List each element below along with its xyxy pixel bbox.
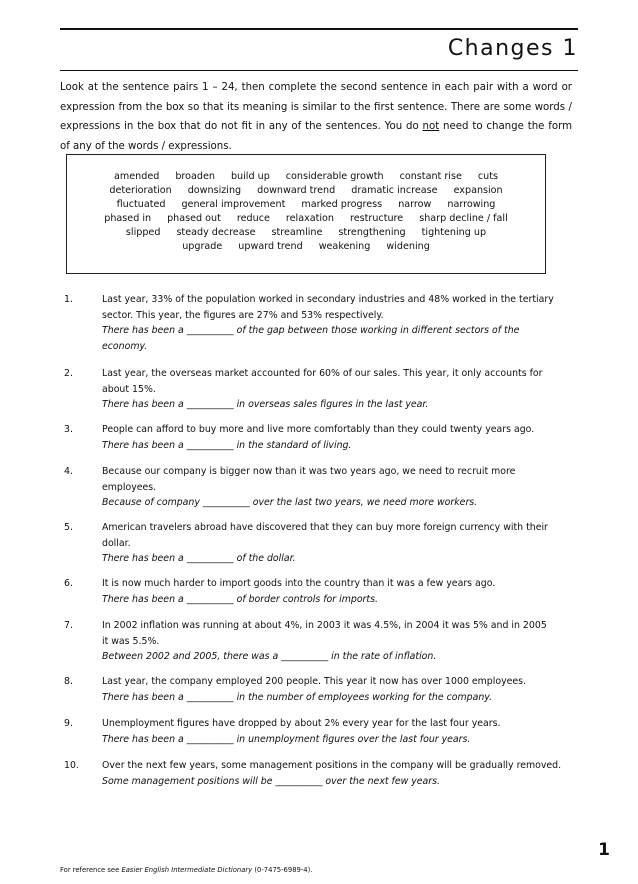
word-box-item: deterioration xyxy=(109,185,172,196)
question-sentence-line: Unemployment figures have dropped by about 2% every year for the last four years. xyxy=(102,718,501,729)
answer-sentence-line: There has been a __________ in the number of employees working for the company. xyxy=(102,691,493,703)
question-sentence-line: sector. This year, the figures are 27% and 53% respectively. xyxy=(102,309,384,321)
word-box xyxy=(66,154,546,274)
word-box-item: amended xyxy=(114,171,160,182)
page-title: Changes 1 xyxy=(447,36,578,61)
question-body xyxy=(102,520,576,567)
question-number: 3. xyxy=(64,424,73,435)
question-sentence-line: it was 5.5%. xyxy=(102,635,160,647)
word-box-item: sharp decline / fall xyxy=(419,213,508,224)
question-number: 10. xyxy=(64,760,79,771)
answer-sentence-line: There has been a __________ of the dollar. xyxy=(102,553,296,564)
question-sentence-line: People can afford to buy more and live more comfortably than they could twenty years ago. xyxy=(102,424,535,435)
word-box-row xyxy=(67,199,545,210)
question-sentence-line: American travelers abroad have discovered that they can buy more foreign currency with their xyxy=(102,522,548,533)
title-rule xyxy=(60,70,578,71)
question-sentence-line: Last year, 33% of the population worked in secondary industries and 48% worked in the tertiary xyxy=(102,294,554,305)
word-box-item: upgrade xyxy=(182,241,223,252)
word-box-item: marked progress xyxy=(301,199,383,210)
word-box-row xyxy=(67,213,545,224)
word-box-item: slipped xyxy=(125,227,161,238)
word-box-item: weakening xyxy=(318,241,371,252)
question-body xyxy=(102,422,576,453)
word-box-item: expansion xyxy=(453,185,503,196)
word-box-item: general improvement xyxy=(181,199,286,210)
word-box-item: fluctuated xyxy=(116,199,166,210)
word-box-item: constant rise xyxy=(399,171,462,182)
word-box-item: phased in xyxy=(104,213,152,224)
word-box-row xyxy=(67,227,545,238)
word-box-item: widening xyxy=(386,241,430,252)
word-box-item: strengthening xyxy=(338,227,406,238)
answer-sentence-line: There has been a __________ of border controls for imports. xyxy=(102,593,378,605)
question-number: 7. xyxy=(64,620,73,631)
word-box-item: considerable growth xyxy=(285,171,384,182)
word-box-item: relaxation xyxy=(285,213,335,224)
question-sentence-line: Last year, the company employed 200 people. This year it now has over 1000 employees. xyxy=(102,676,527,687)
answer-sentence-line: Because of company __________ over the last two years, we need more workers. xyxy=(102,497,478,508)
answer-sentence-line: There has been a __________ in unemployment figures over the last four years. xyxy=(102,733,471,745)
question-body xyxy=(102,576,576,607)
word-box-item: narrow xyxy=(398,199,432,210)
question-body xyxy=(102,366,576,413)
question-sentence-line: Last year, the overseas market accounted for 60% of our sales. This year, it only accounts for xyxy=(102,368,543,379)
word-box-item: upward trend xyxy=(238,241,303,252)
word-box-item: restructure xyxy=(350,213,404,224)
question-body xyxy=(102,618,576,665)
instructions-text-end: need to change the form of any of the words / expressions. xyxy=(60,121,572,152)
footer-suffix: (0-7475-6989-4). xyxy=(252,866,313,874)
word-box-item: phased out xyxy=(167,213,221,224)
question-number: 6. xyxy=(64,578,73,589)
answer-sentence-line: There has been a __________ in the standard of living. xyxy=(102,439,352,451)
word-box-row xyxy=(67,171,545,182)
word-box-row xyxy=(67,241,545,252)
word-box-item: downsizing xyxy=(187,185,242,196)
question-number: 4. xyxy=(64,466,73,477)
answer-sentence-line: Some management positions will be __________ over the next few years. xyxy=(102,775,441,787)
word-box-item: streamline xyxy=(271,227,323,238)
word-box-item: tightening up xyxy=(421,227,487,238)
word-box-item: downward trend xyxy=(257,185,336,196)
question-sentence-line: employees. xyxy=(102,481,157,493)
instructions xyxy=(60,78,572,156)
question-number: 9. xyxy=(64,718,73,729)
word-box-item: build up xyxy=(230,171,270,182)
question-sentence-line: dollar. xyxy=(102,537,131,549)
footer-reference xyxy=(60,866,312,874)
instructions-text: Look at the sentence pairs 1 – 24, then complete the second sentence in each pair with a word or expression from the box so that its meaning is similar to the first sentence. There are some words / expressions in the box that do not fit in any of the sentences. You do xyxy=(60,82,572,132)
question-sentence-line: Over the next few years, some management positions in the company will be gradually removed. xyxy=(102,760,562,771)
answer-sentence-line: There has been a __________ in overseas sales figures in the last year. xyxy=(102,399,429,410)
question-body xyxy=(102,464,576,511)
word-box-item: narrowing xyxy=(447,199,496,210)
question-sentence-line: about 15%. xyxy=(102,383,156,395)
page-number: 1 xyxy=(598,840,610,860)
question-body xyxy=(102,758,576,789)
question-number: 2. xyxy=(64,368,73,379)
word-box-item: steady decrease xyxy=(176,227,256,238)
question-body xyxy=(102,674,576,705)
question-body xyxy=(102,716,576,747)
top-rule xyxy=(60,28,578,30)
instructions-emphasis: not xyxy=(422,121,440,132)
footer-prefix: For reference see xyxy=(60,866,122,874)
answer-sentence-line: Between 2002 and 2005, there was a __________ in the rate of inflation. xyxy=(102,651,437,662)
word-box-item: broaden xyxy=(175,171,215,182)
question-number: 1. xyxy=(64,294,73,305)
word-box-item: reduce xyxy=(236,213,270,224)
answer-sentence-line: There has been a __________ of the gap between those working in different sectors of the xyxy=(102,325,520,336)
question-body xyxy=(102,292,576,354)
footer-book-title: Easier English Intermediate Dictionary xyxy=(121,866,253,874)
question-sentence-line: Because our company is bigger now than it was two years ago, we need to recruit more xyxy=(102,466,516,477)
question-number: 8. xyxy=(64,676,73,687)
answer-sentence-line: economy. xyxy=(102,340,148,352)
word-box-item: cuts xyxy=(477,171,498,182)
question-sentence-line: In 2002 inflation was running at about 4%, in 2003 it was 4.5%, in 2004 it was 5% and in 2005 xyxy=(102,620,547,631)
word-box-row xyxy=(67,185,545,196)
question-sentence-line: It is now much harder to import goods into the country than it was a few years ago. xyxy=(102,578,496,589)
word-box-item: dramatic increase xyxy=(351,185,438,196)
question-number: 5. xyxy=(64,522,73,533)
